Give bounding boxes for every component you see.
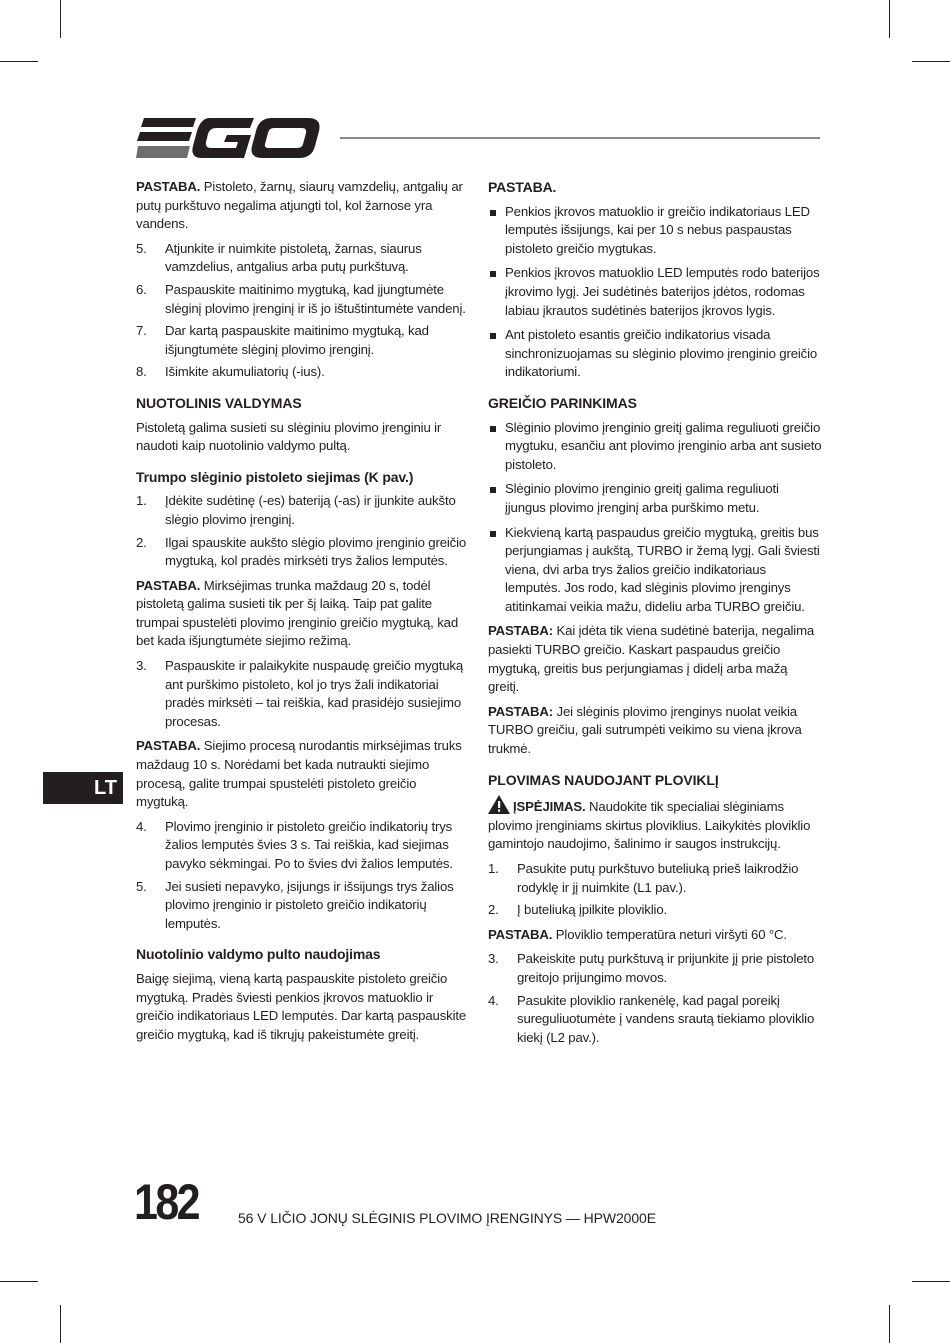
- bullet-text: Penkios įkrovos matuoklio LED lemputės rodo baterijos įkrovimo lygį. Jei sudėtinės baterijos įdėtos, rodomas labiau įkrautos sudėtinės baterijos įkrovos lygis.: [505, 265, 820, 318]
- numbered-list: [136, 492, 470, 570]
- bullet-text: Slėginio plovimo įrenginio greitį galima reguliuoti greičio mygtuku, esančiu ant plovimo įrenginio arba ant susieto pistoleto.: [505, 419, 822, 472]
- step-number: 5.: [136, 240, 147, 256]
- warning: [488, 795, 822, 854]
- right-column: [488, 178, 822, 1053]
- note-text: Mirksėjimas trunka maždaug 20 s, todėl pistoletą galima susieti tik per šį laiką. Taip pat galite trumpai spustelėti plovimo įrenginio greičio mygtuką, kad bet kada išjungtumėte siejimo režimą.: [136, 577, 459, 649]
- note-label: PASTABA:: [488, 623, 553, 639]
- step-number: 3.: [136, 658, 147, 674]
- warning-icon: [488, 795, 510, 814]
- section-heading: GREIČIO PARINKIMAS: [488, 394, 637, 411]
- bullet-text: Slėginio plovimo įrenginio greitį galima reguliuoti įjungus plovimo įrenginį arba purškimo metu.: [505, 481, 779, 515]
- note-label: PASTABA.: [136, 577, 201, 593]
- step-number: 1.: [488, 861, 499, 876]
- bullet-list: [488, 203, 822, 382]
- step-text: Išimkite akumuliatorių (-ius).: [165, 364, 325, 380]
- note: [136, 577, 470, 651]
- step-text: Įdėkite sudėtinę (-es) bateriją (-as) ir įjunkite aukšto slėgio plovimo įrenginį.: [165, 493, 456, 527]
- list-item: [488, 264, 822, 320]
- paragraph: Pistoletą galima susieti su slėginiu plovimo įrenginiu ir naudoti kaip nuotolinio valdymo pultą.: [136, 419, 442, 454]
- numbered-list: [488, 860, 822, 920]
- step-number: 5.: [136, 878, 147, 894]
- footer-title: 56 V LIČIO JONŲ SLĖGINIS PLOVIMO ĮRENGINYS — HPW2000E: [238, 1210, 656, 1226]
- note-label: PASTABA.: [488, 926, 553, 942]
- list-item: [136, 657, 470, 731]
- bullet-text: Kiekvieną kartą paspaudus greičio mygtuką, greitis bus perjungiamas į aukštą, TURBO ir žemą lygį. Gali šviesti viena, dvi arba trys žalios greičio indikatoriaus lemputės. Jos rodo, kad slėginis plovimo įrenginys atitinkamai veikia mažu, dideliu arba TURBO greičiu.: [505, 524, 820, 614]
- step-text: Pasukite ploviklio rankenėlę, kad pagal poreikį sureguliuotumėte į vandens srautą tiekiamo ploviklio kiekį (L2 pav.).: [517, 992, 815, 1045]
- language-tab: [43, 772, 123, 804]
- numbered-list: [136, 657, 470, 731]
- list-item: [488, 524, 822, 617]
- bullet-list: [488, 419, 822, 617]
- crop-mark: [0, 61, 38, 62]
- step-text: Pasukite putų purkštuvo buteliuką prieš laikrodžio rodyklę ir jį nuimkite (L1 pav.).: [517, 861, 799, 895]
- list-item: [488, 326, 822, 382]
- step-number: 2.: [136, 534, 147, 550]
- page-number: 182: [134, 1174, 199, 1230]
- numbered-list: [136, 240, 470, 382]
- bullet-icon: [490, 487, 496, 493]
- note-label: PASTABA:: [488, 703, 553, 719]
- step-number: 3.: [488, 951, 499, 967]
- list-item: [488, 860, 822, 897]
- numbered-list: [488, 950, 822, 1047]
- step-number: 1.: [136, 493, 147, 509]
- list-item: [136, 534, 470, 571]
- list-item: [136, 240, 470, 277]
- crop-mark: [60, 1305, 61, 1343]
- note: [136, 737, 470, 811]
- note: [488, 926, 822, 945]
- sub-heading: Trumpo slėginio pistoleto siejimas (K pav.): [136, 468, 414, 485]
- note-text: Kai įdėta tik viena sudėtinė baterija, negalima pasiekti TURBO greičio. Kaskart paspaudus greičio mygtuką, greitis bus perjungiamas į didelį arba mažą greitį.: [488, 623, 815, 695]
- step-text: Į buteliuką įpilkite ploviklio.: [517, 902, 668, 918]
- bullet-icon: [490, 333, 496, 339]
- step-number: 4.: [136, 818, 147, 834]
- note-text: Siejimo procesą nurodantis mirksėjimas truks maždaug 10 s. Norėdami bet kada nutraukti siejimo procesą, galite trumpai spustelėti pistoleto greičio mygtuką.: [136, 738, 462, 810]
- note: [488, 622, 822, 696]
- step-text: Paspauskite maitinimo mygtuką, kad įjungtumėte slėginį plovimo įrenginį ir iš jo ištuštintumėte vandenį.: [165, 281, 466, 316]
- step-text: Pakeiskite putų purkštuvą ir prijunkite jį prie pistoleto greitojo prijungimo movos.: [517, 951, 815, 985]
- step-number: 2.: [488, 902, 499, 918]
- crop-mark: [912, 1281, 950, 1282]
- step-number: 7.: [136, 323, 147, 339]
- left-column: [136, 178, 470, 1050]
- bullet-icon: [490, 271, 496, 277]
- list-item: [136, 878, 470, 934]
- list-item: [136, 363, 470, 382]
- note-text: Pistoleto, žarnų, siaurų vamzdelių, antgalių ar putų purkštuvo negalima atjungti tol, kol žarnose yra vandens.: [136, 179, 463, 232]
- crop-mark: [912, 61, 950, 62]
- crop-mark: [889, 1305, 890, 1343]
- note: [136, 178, 470, 234]
- bullet-icon: [490, 531, 496, 537]
- list-item: [488, 901, 822, 920]
- step-text: Paspauskite ir palaikykite nuspaudę greičio mygtuką ant purškimo pistoleto, kol jo trys žali indikatoriai pradės mirksėti – tai reiškia, kad prasidėjo susiejimo procesas.: [165, 658, 464, 729]
- step-text: Ilgai spauskite aukšto slėgio plovimo įrenginio greičio mygtuką, kol pradės mirksėti trys žalios lemputės.: [165, 534, 467, 569]
- note: [488, 703, 822, 759]
- warning-label: ĮSPĖJIMAS.: [513, 799, 586, 815]
- bullet-icon: [490, 210, 496, 216]
- note-heading: PASTABA.: [488, 179, 557, 195]
- list-item: [488, 480, 822, 517]
- sub-heading: Nuotolinio valdymo pulto naudojimas: [136, 946, 381, 963]
- list-item: [488, 992, 822, 1048]
- bullet-text: Penkios įkrovos matuoklio ir greičio indikatoriaus LED lemputės išsijungs, kai per 10 s nebus paspaustas pistoleto greičio mygtukas.: [505, 203, 810, 256]
- list-item: [136, 322, 470, 359]
- step-text: Plovimo įrenginio ir pistoleto greičio indikatorių trys žalios lemputės švies 3 s. Tai reiškia, kad siejimas pavyko sėkmingai. Po to švies dvi žalios lemputės.: [165, 818, 453, 871]
- note-text: Ploviklio temperatūra neturi viršyti 60 °C.: [552, 926, 787, 942]
- numbered-list: [136, 818, 470, 934]
- header-rule: [340, 137, 820, 139]
- language-code: LT: [94, 777, 117, 799]
- list-item: [488, 950, 822, 987]
- note-label: PASTABA.: [136, 738, 201, 754]
- list-item: [136, 281, 470, 318]
- crop-mark: [0, 1281, 38, 1282]
- section-heading: PLOVIMAS NAUDOJANT PLOVIKLĮ: [488, 771, 719, 788]
- step-text: Jei susieti nepavyko, įsijungs ir išsijungs trys žalios plovimo įrenginio ir pistoleto greičio indikatorių lemputės.: [165, 878, 454, 931]
- list-item: [136, 492, 470, 529]
- bullet-icon: [490, 426, 496, 432]
- warning-text: Naudokite tik specialiai slėginiams plovimo įrenginiams skirtus ploviklius. Laikykitės ploviklio gamintojo naudojimo, šalinimo ir saugos instrukcijų.: [488, 799, 811, 852]
- list-item: [136, 818, 470, 874]
- list-item: [488, 419, 822, 475]
- list-item: [488, 203, 822, 259]
- step-number: 6.: [136, 281, 147, 297]
- note-label: PASTABA.: [136, 179, 201, 194]
- step-number: 8.: [136, 364, 147, 380]
- bullet-text: Ant pistoleto esantis greičio indikatorius visada sinchronizuojamas su slėginio plovimo įrenginio greičio indikatoriumi.: [505, 327, 818, 380]
- crop-mark: [60, 0, 61, 38]
- paragraph: Baigę siejimą, vieną kartą paspauskite pistoleto greičio mygtuką. Pradės šviesti penkios įkrovos matuoklio ir greičio indikatoriaus LED lemputės. Dar kartą paspauskite greičio mygtuką, kad iš tikrųjų pakeistumėte greitį.: [136, 970, 467, 1042]
- step-number: 4.: [488, 992, 499, 1008]
- ego-logo: [136, 116, 322, 160]
- crop-mark: [889, 0, 890, 38]
- note-text: Jei slėginis plovimo įrenginys nuolat veikia TURBO greičiu, gali sutrumpėti veikimo su viena įkrova trukmė.: [488, 703, 802, 757]
- step-text: Dar kartą paspauskite maitinimo mygtuką, kad išjungtumėte slėginį plovimo įrenginį.: [165, 323, 429, 357]
- step-text: Atjunkite ir nuimkite pistoletą, žarnas, siaurus vamzdelius, antgalius arba putų purkštuvą.: [165, 240, 422, 275]
- section-heading: NUOTOLINIS VALDYMAS: [136, 394, 302, 411]
